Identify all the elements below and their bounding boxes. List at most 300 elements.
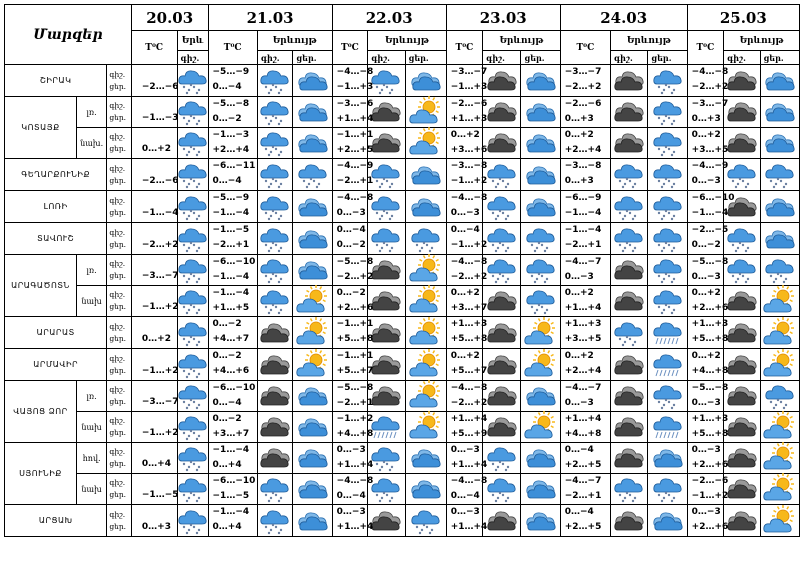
sun-weather-icon xyxy=(521,414,559,440)
night-temperature: −1…−5 xyxy=(212,225,250,235)
night-weather-cell xyxy=(257,317,293,349)
day-temperature: +5…+8 xyxy=(450,334,488,344)
temperature-cell xyxy=(208,191,257,223)
day-weather-cell xyxy=(648,286,687,317)
dark-weather-icon xyxy=(368,130,404,156)
day-temperature: +1…+5 xyxy=(212,303,250,313)
region-name: ԱՐՑԱԽ xyxy=(5,505,107,537)
night-temperature: 0…−3 xyxy=(336,445,366,455)
day-temperature: 0…−3 xyxy=(691,272,721,282)
sun-weather-icon xyxy=(406,99,446,125)
night-weather-cell xyxy=(257,128,293,159)
temperature-value: −3…−7 xyxy=(141,271,179,281)
forecast-row xyxy=(5,505,800,537)
night-temperature: −4…−8 xyxy=(450,476,488,486)
temperature-cell xyxy=(560,317,610,349)
cloud-weather-icon xyxy=(761,130,799,156)
sub-area-label: լռ. xyxy=(76,97,106,128)
day-weather-cell xyxy=(760,191,799,223)
time-of-day-labels xyxy=(107,191,132,223)
temperature-cell xyxy=(131,97,177,128)
night-weather-cell xyxy=(724,505,761,537)
night-label: գիշ. xyxy=(109,447,126,456)
night-weather-cell xyxy=(368,128,405,159)
day-temperature: +1…+4 xyxy=(336,114,374,124)
cloud-weather-icon xyxy=(521,508,559,534)
day-temperature: −1…−4 xyxy=(212,208,250,218)
snow-weather-icon xyxy=(611,194,647,220)
day-subheader: ցեր. xyxy=(521,51,560,65)
temperature-cell xyxy=(208,286,257,317)
weather-icon-cell xyxy=(177,286,208,317)
night-temperature: 0…+2 xyxy=(564,288,594,298)
day-weather-cell xyxy=(293,381,332,412)
day-label: ցեր. xyxy=(109,81,127,91)
day-temperature: +2…+6 xyxy=(691,522,729,532)
temperature-cell xyxy=(332,381,374,412)
night-weather-cell xyxy=(724,128,761,159)
day-temperature: −1…−5 xyxy=(212,491,250,501)
day-temperature: 0…−4 xyxy=(450,491,480,501)
day-weather-cell xyxy=(760,349,799,381)
day-weather-cell xyxy=(405,474,446,505)
day-temperature: +2…+4 xyxy=(564,145,602,155)
day-weather-cell xyxy=(521,223,560,255)
forecast-row xyxy=(5,286,800,317)
forecast-row xyxy=(5,97,800,128)
snow-weather-icon xyxy=(648,226,686,252)
temperature-cell xyxy=(208,381,257,412)
snow-weather-icon xyxy=(178,508,208,534)
dark-weather-icon xyxy=(724,352,760,378)
temperature-cell xyxy=(560,505,610,537)
phenomenon-header: Երևույթ xyxy=(724,31,800,51)
snow-weather-icon xyxy=(368,226,404,252)
weather-icon-cell xyxy=(177,317,208,349)
day-temperature: +5…+7 xyxy=(336,366,374,376)
sun-weather-icon xyxy=(293,352,331,378)
night-temperature: −1…+1 xyxy=(336,351,374,361)
night-temperature: −1…−4 xyxy=(212,507,250,517)
dark-weather-icon xyxy=(611,99,647,125)
night-label: գիշ. xyxy=(109,132,126,141)
temperature-cell xyxy=(446,412,488,443)
cloud-weather-icon xyxy=(521,383,559,409)
night-temperature: −5…−8 xyxy=(336,257,374,267)
temperature-cell xyxy=(560,412,610,443)
day-temperature: 0…+4 xyxy=(212,522,242,532)
rain-weather-icon xyxy=(368,414,404,440)
sun-weather-icon xyxy=(406,288,446,314)
temperature-cell xyxy=(560,97,610,128)
day-temperature: 0…−2 xyxy=(336,240,366,250)
night-temperature: −1…−4 xyxy=(212,288,250,298)
day-label: ցեր. xyxy=(109,175,127,185)
sun-weather-icon xyxy=(761,414,799,440)
day-temperature: 0…+3 xyxy=(691,114,721,124)
night-weather-cell xyxy=(610,97,647,128)
day-temperature: +4…+8 xyxy=(691,366,729,376)
day-weather-cell xyxy=(521,286,560,317)
sun-weather-icon xyxy=(761,288,799,314)
night-temperature: −4…−8 xyxy=(691,67,729,77)
temp-header: T⁰C xyxy=(208,31,257,65)
temperature-cell xyxy=(332,505,374,537)
day-temperature: −2…+2 xyxy=(450,398,488,408)
temp-header: T⁰C xyxy=(446,31,482,65)
temperature-cell xyxy=(332,65,374,97)
temperature-cell xyxy=(687,255,729,286)
temperature-cell xyxy=(332,97,374,128)
cloud-weather-icon xyxy=(406,445,446,471)
cloud-weather-icon xyxy=(406,476,446,502)
day-weather-cell xyxy=(648,349,687,381)
snow-weather-icon xyxy=(483,226,520,252)
weather-icon-cell xyxy=(177,381,208,412)
cloud-weather-icon xyxy=(293,194,331,220)
day-weather-cell xyxy=(293,159,332,191)
temperature-cell xyxy=(687,505,729,537)
night-weather-cell xyxy=(257,381,293,412)
cloud-weather-icon xyxy=(293,226,331,252)
temperature-cell xyxy=(208,505,257,537)
forecast-row xyxy=(5,317,800,349)
day-weather-cell xyxy=(760,65,799,97)
night-temperature: −4…−8 xyxy=(450,193,488,203)
night-weather-cell xyxy=(483,255,521,286)
day-temperature: −2…+2 xyxy=(691,82,729,92)
snow-weather-icon xyxy=(611,162,647,188)
snow-weather-icon xyxy=(258,130,293,156)
night-weather-cell xyxy=(483,128,521,159)
snow-weather-icon xyxy=(178,99,208,125)
day-weather-cell xyxy=(293,97,332,128)
temperature-cell xyxy=(446,474,488,505)
night-weather-cell xyxy=(368,474,405,505)
day-weather-cell xyxy=(521,255,560,286)
day-weather-cell xyxy=(521,317,560,349)
night-temperature: +1…+3 xyxy=(691,414,729,424)
dark-weather-icon xyxy=(611,257,647,283)
temperature-cell xyxy=(687,128,729,159)
sun-weather-icon xyxy=(761,320,799,346)
dark-weather-icon xyxy=(483,383,520,409)
day-temperature: +1…+4 xyxy=(450,460,488,470)
day-weather-cell xyxy=(405,317,446,349)
night-temperature: −1…+2 xyxy=(336,414,374,424)
dark-weather-icon xyxy=(258,414,293,440)
temperature-cell xyxy=(332,474,374,505)
snow-weather-icon xyxy=(611,320,647,346)
temperature-cell xyxy=(208,223,257,255)
day-temperature: +5…+8 xyxy=(691,334,729,344)
dark-weather-icon xyxy=(258,352,293,378)
time-of-day-labels xyxy=(107,128,132,159)
snow-weather-icon xyxy=(648,476,686,502)
day-temperature: 0…−4 xyxy=(212,82,242,92)
phenomenon-header: Երևույթ xyxy=(610,31,687,51)
forecast-row xyxy=(5,349,800,381)
day-weather-cell xyxy=(405,223,446,255)
night-weather-cell xyxy=(368,349,405,381)
temperature-value: −1…−5 xyxy=(141,490,179,500)
snow-weather-icon xyxy=(178,194,208,220)
dark-weather-icon xyxy=(724,476,760,502)
dark-weather-icon xyxy=(368,383,404,409)
time-of-day-labels xyxy=(107,412,132,443)
day-temperature: 0…−3 xyxy=(564,272,594,282)
night-temperature: 0…−2 xyxy=(212,414,242,424)
night-temperature: −2…−6 xyxy=(450,99,488,109)
temperature-cell xyxy=(560,191,610,223)
forecast-row xyxy=(5,474,800,505)
day-weather-cell xyxy=(521,412,560,443)
dark-weather-icon xyxy=(258,445,293,471)
night-temperature: −4…−8 xyxy=(336,67,374,77)
snow-weather-icon xyxy=(258,162,293,188)
night-temperature: 0…−4 xyxy=(564,507,594,517)
night-temperature: +1…+4 xyxy=(564,414,602,424)
day-temperature: 0…+3 xyxy=(564,176,594,186)
snow-weather-icon xyxy=(483,257,520,283)
snow-weather-icon xyxy=(724,257,760,283)
night-temperature: 0…−4 xyxy=(450,225,480,235)
region-name: ԳԵՂԱՐՔՈՒՆԻՔ xyxy=(5,159,107,191)
cloud-weather-icon xyxy=(521,476,559,502)
night-weather-cell xyxy=(368,412,405,443)
day-weather-cell xyxy=(760,412,799,443)
night-weather-cell xyxy=(368,97,405,128)
weather-icon-cell xyxy=(177,255,208,286)
night-weather-cell xyxy=(610,443,647,474)
snow-weather-icon xyxy=(368,445,404,471)
day-label: ցեր. xyxy=(109,428,127,437)
region-name: ՍՅՈՒՆԻՔ xyxy=(5,443,77,505)
temperature-cell xyxy=(131,223,177,255)
night-temperature: +1…+4 xyxy=(450,414,488,424)
night-temperature: −5…−8 xyxy=(691,257,729,267)
dark-weather-icon xyxy=(724,508,760,534)
night-weather-cell xyxy=(368,191,405,223)
day-temperature: +1…+4 xyxy=(336,460,374,470)
night-weather-cell xyxy=(483,159,521,191)
forecast-row xyxy=(5,159,800,191)
day-label: ցեր. xyxy=(109,397,127,406)
dark-weather-icon xyxy=(483,288,520,314)
day-temperature: +2…+5 xyxy=(336,145,374,155)
night-temperature: 0…−4 xyxy=(564,445,594,455)
dark-weather-icon xyxy=(724,445,760,471)
dark-weather-icon xyxy=(368,320,404,346)
sun-weather-icon xyxy=(406,352,446,378)
forecast-row xyxy=(5,381,800,412)
day-weather-cell xyxy=(405,191,446,223)
night-temperature: −5…−8 xyxy=(336,383,374,393)
date-header: 24.03 xyxy=(560,5,687,31)
snow-weather-icon xyxy=(258,476,293,502)
night-temperature: 0…−2 xyxy=(336,288,366,298)
night-temperature: −4…−8 xyxy=(450,257,488,267)
night-temperature: 0…+2 xyxy=(691,130,721,140)
temperature-cell xyxy=(131,505,177,537)
temperature-cell xyxy=(332,159,374,191)
dark-weather-icon xyxy=(724,130,760,156)
night-label: գիշ. xyxy=(109,478,126,487)
dark-weather-icon xyxy=(483,508,520,534)
night-weather-cell xyxy=(724,381,761,412)
region-name: ՇԻՐԱԿ xyxy=(5,65,107,97)
temp-header: T⁰C xyxy=(332,31,368,65)
night-temperature: −6…−9 xyxy=(564,193,602,203)
night-temperature: 0…−4 xyxy=(336,225,366,235)
snow-weather-icon xyxy=(258,194,293,220)
day-weather-cell xyxy=(760,381,799,412)
day-temperature: 0…−3 xyxy=(450,208,480,218)
day-weather-cell xyxy=(405,65,446,97)
dark-weather-icon xyxy=(724,99,760,125)
night-weather-cell xyxy=(610,65,647,97)
snow-weather-icon xyxy=(611,476,647,502)
snow-weather-icon xyxy=(293,162,331,188)
region-column-header: Մարզեր xyxy=(5,5,132,65)
day-weather-cell xyxy=(521,505,560,537)
day-label: ցեր. xyxy=(109,239,127,249)
snow-weather-icon xyxy=(178,352,208,378)
day-weather-cell xyxy=(760,474,799,505)
dark-weather-icon xyxy=(258,320,293,346)
date-header: 20.03 xyxy=(131,5,208,31)
temperature-cell xyxy=(560,223,610,255)
time-of-day-labels xyxy=(107,159,132,191)
night-weather-cell xyxy=(257,191,293,223)
night-subheader: գիշ. xyxy=(177,51,208,65)
day-label: ցեր. xyxy=(109,521,127,531)
snow-weather-icon xyxy=(648,383,686,409)
day-subheader: ցեր. xyxy=(648,51,687,65)
cloud-weather-icon xyxy=(293,68,331,94)
forecast-table-wrap xyxy=(4,4,800,537)
temperature-cell xyxy=(446,97,488,128)
snow-weather-icon xyxy=(178,320,208,346)
night-weather-cell xyxy=(483,505,521,537)
temperature-cell xyxy=(131,317,177,349)
sun-weather-icon xyxy=(761,352,799,378)
weather-icon-cell xyxy=(177,349,208,381)
dark-weather-icon xyxy=(611,288,647,314)
night-subheader: գիշ. xyxy=(483,51,521,65)
cloud-weather-icon xyxy=(406,162,446,188)
night-weather-cell xyxy=(483,317,521,349)
night-weather-cell xyxy=(610,349,647,381)
snow-weather-icon xyxy=(648,288,686,314)
day-temperature: 0…−3 xyxy=(691,398,721,408)
dark-weather-icon xyxy=(483,130,520,156)
day-weather-cell xyxy=(405,286,446,317)
day-temperature: +4…+6 xyxy=(212,366,250,376)
cloud-weather-icon xyxy=(293,383,331,409)
day-temperature: +1…+4 xyxy=(564,303,602,313)
date-header: 22.03 xyxy=(332,5,446,31)
forecast-row xyxy=(5,191,800,223)
day-weather-cell xyxy=(648,443,687,474)
day-weather-cell xyxy=(405,349,446,381)
region-name: ԱՐԱՐԱՏ xyxy=(5,317,107,349)
dark-weather-icon xyxy=(368,288,404,314)
day-temperature: +2…+4 xyxy=(564,366,602,376)
night-label: գիշ. xyxy=(109,195,126,205)
weather-icon-cell xyxy=(177,191,208,223)
temp-header: T⁰C xyxy=(687,31,723,65)
temperature-cell xyxy=(560,474,610,505)
day-weather-cell xyxy=(521,159,560,191)
day-label: ցեր. xyxy=(109,490,127,499)
night-temperature: −5…−8 xyxy=(212,99,250,109)
day-label: ցեր. xyxy=(109,302,127,311)
night-temperature: 0…+2 xyxy=(564,351,594,361)
night-label: գիշ. xyxy=(109,509,126,519)
cloud-weather-icon xyxy=(293,476,331,502)
phenomenon-header: Երևույթ xyxy=(483,31,561,51)
dark-weather-icon xyxy=(724,288,760,314)
sub-area-label: լռ. xyxy=(76,381,106,412)
night-temperature: 0…+2 xyxy=(564,130,594,140)
temp-header: T⁰C xyxy=(560,31,610,65)
day-temperature: 0…+4 xyxy=(212,460,242,470)
snow-weather-icon xyxy=(761,257,799,283)
weather-icon-cell xyxy=(177,97,208,128)
night-temperature: 0…+2 xyxy=(450,351,480,361)
temperature-cell xyxy=(131,443,177,474)
temperature-cell xyxy=(560,255,610,286)
night-label: գիշ. xyxy=(109,163,126,173)
snow-weather-icon xyxy=(178,414,208,440)
night-temperature: −4…−8 xyxy=(336,193,374,203)
day-weather-cell xyxy=(648,159,687,191)
temperature-cell xyxy=(687,191,735,223)
day-temperature: −1…+2 xyxy=(450,176,488,186)
date-header: 25.03 xyxy=(687,5,799,31)
snow-weather-icon xyxy=(724,226,760,252)
snow-weather-icon xyxy=(521,288,559,314)
day-weather-cell xyxy=(293,255,332,286)
snow-weather-icon xyxy=(611,226,647,252)
dark-weather-icon xyxy=(724,383,760,409)
night-temperature: 0…−3 xyxy=(450,507,480,517)
dark-weather-icon xyxy=(368,257,404,283)
snow-weather-icon xyxy=(368,68,404,94)
night-weather-cell xyxy=(483,474,521,505)
night-weather-cell xyxy=(257,223,293,255)
temperature-cell xyxy=(446,286,488,317)
day-subheader: ցեր. xyxy=(405,51,446,65)
night-weather-cell xyxy=(724,349,761,381)
night-temperature: −4…−8 xyxy=(336,476,374,486)
night-weather-cell xyxy=(257,65,293,97)
night-weather-cell xyxy=(368,159,405,191)
day-weather-cell xyxy=(760,223,799,255)
temperature-cell xyxy=(208,128,257,159)
snow-weather-icon xyxy=(648,257,686,283)
temperature-cell xyxy=(208,255,257,286)
temperature-cell xyxy=(131,128,177,159)
temperature-cell xyxy=(446,65,488,97)
night-temperature: −5…−9 xyxy=(212,67,250,77)
night-weather-cell xyxy=(724,255,761,286)
temperature-cell xyxy=(131,159,177,191)
night-label: գիշ. xyxy=(109,353,126,363)
dark-weather-icon xyxy=(483,99,520,125)
cloud-weather-icon xyxy=(406,68,446,94)
